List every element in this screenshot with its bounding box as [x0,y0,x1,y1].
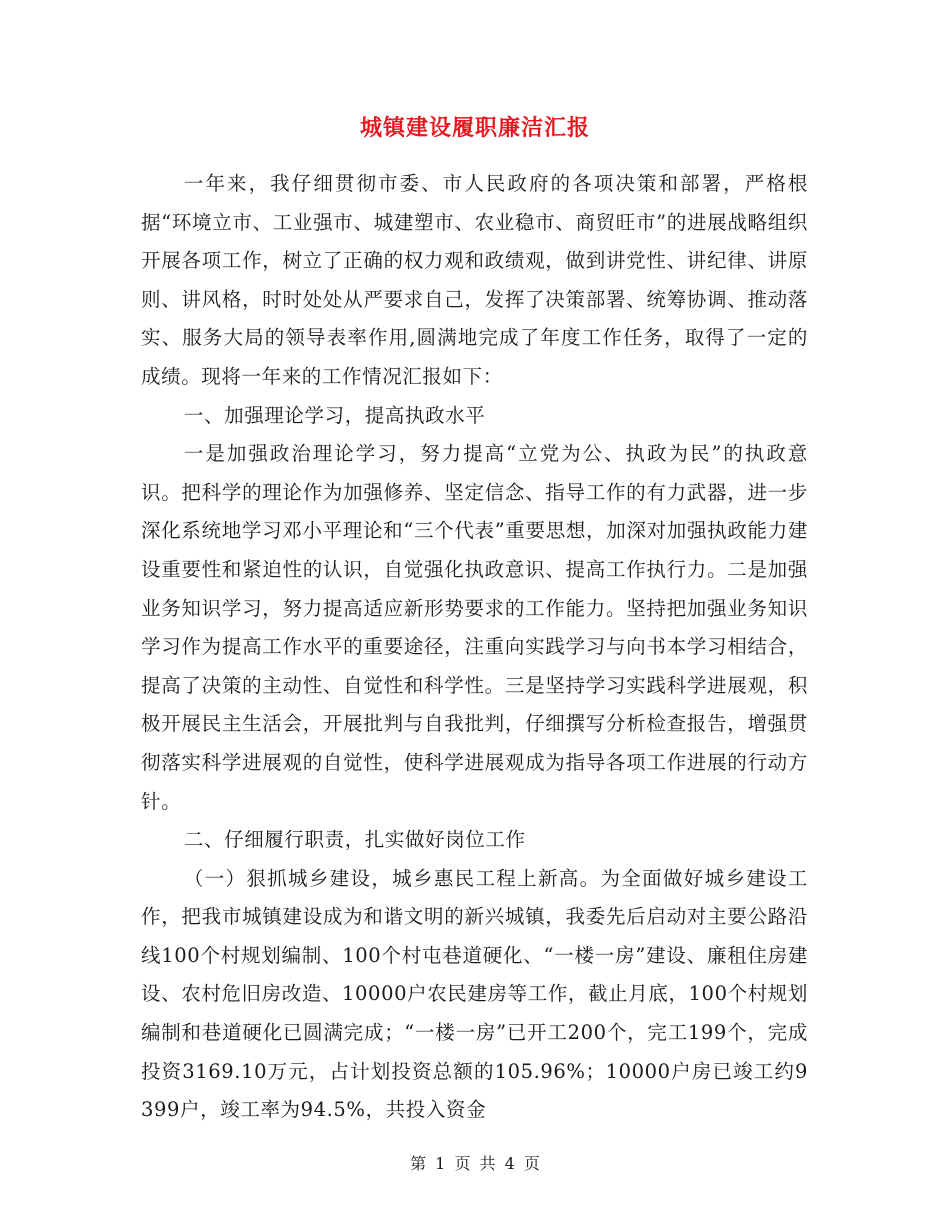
section-heading-2: 二、仔细履行职责，扎实做好岗位工作 [183,828,526,852]
paragraph-section-1: 一是加强政治理论学习，努力提高“立党为公、执政为民”的执政意识。把科学的理论作为加强修养、坚定信念、指导工作的有力武器，进一步深化系统地学习邓小平理论和“三个代表”重要思想，加深对加强执政能力建设重要性和紧迫性的认识，自觉强化执政意识、提高工作执行力。二是加强业务知识学习，努力提高适应新形势要求的工作能力。坚持把加强业务知识学习作为提高工作水平的重要途径，注重向实践学习与向书本学习相结合，提高了决策的主动性、自觉性和科学性。三是坚持学习实践科学进展观，积极开展民主生活会，开展批判与自我批判，仔细撰写分析检查报告，增强贯彻落实科学进展观的自觉性，使科学进展观成为指导各项工作进展的行动方针。 [141,442,808,813]
paragraph-intro: 一年来，我仔细贯彻市委、市人民政府的各项决策和部署，严格根据“环境立市、工业强市、城建塑市、农业稳市、商贸旺市”的进展战略组织开展各项工作，树立了正确的权力观和政绩观，做到讲党性、讲纪律、讲原则、讲风格，时时处处从严要求自己，发挥了决策部署、统筹协调、推动落实、服务大局的领导表率作用,圆满地完成了年度工作任务，取得了一定的成绩。现将一年来的工作情况汇报如下： [141,172,808,388]
document-title: 城镇建设履职廉洁汇报 [359,115,590,141]
section-heading-1: 一、加强理论学习，提高执政水平 [183,403,486,427]
page-footer: 第 1 页 共 4 页 [410,1154,540,1173]
document-body [141,165,808,1130]
paragraph-section-2-1: （一）狠抓城乡建设，城乡惠民工程上新高。为全面做好城乡建设工作，把我市城镇建设成为和谐文明的新兴城镇，我委先后启动对主要公路沿线100个村规划编制、100个村屯巷道硬化、“一楼一房”建设、廉租住房建设、农村危旧房改造、10000户农民建房等工作，截止月底，100个村规划编制和巷道硬化已圆满完成；“一楼一房”已开工200个，完工199个，完成投资3169.10万元，占计划投资总额的105.96%；10000户房已竣工约9399户，竣工率为94.5%，共投入资金 [141,866,808,1122]
